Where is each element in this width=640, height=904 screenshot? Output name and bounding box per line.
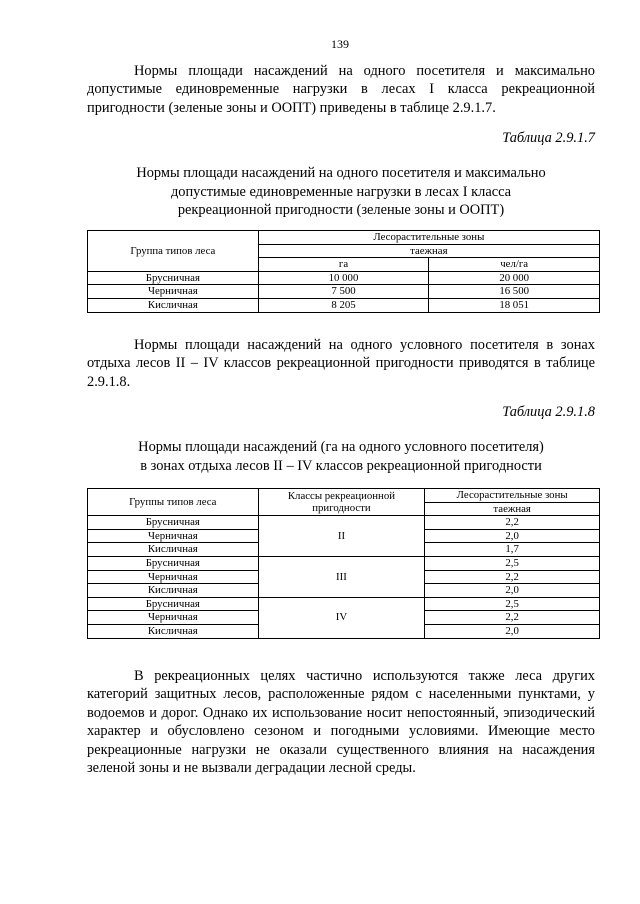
- table-row: [88, 271, 600, 285]
- table1-cell-value: 20 000: [429, 271, 600, 285]
- table2-title: [87, 438, 595, 475]
- table1-header-unit-ha: га: [258, 258, 429, 272]
- table1-header-zones: Лесорастительные зоны: [258, 231, 599, 245]
- table2-cell-type: Кисличная: [88, 584, 259, 598]
- table2-cell-type: Кисличная: [88, 624, 259, 638]
- table-row: [88, 285, 600, 299]
- table-row: [88, 298, 600, 312]
- table2-cell-class: III: [258, 556, 425, 597]
- table2-header-groups: Группы типов леса: [88, 489, 259, 516]
- table2-cell-value: 2,0: [425, 584, 600, 598]
- table1-header-group: Группа типов леса: [88, 231, 259, 272]
- table1-title-line: допустимые единовременные нагрузки в лесах I класса: [170, 183, 512, 200]
- table1-cell-value: 8 205: [258, 298, 429, 312]
- table1-header-unit-per-ha: чел/га: [429, 258, 600, 272]
- table1-header-row: [88, 231, 600, 245]
- table1-cell-type: Кисличная: [88, 298, 259, 312]
- table-row: [88, 556, 600, 570]
- table1: [87, 230, 600, 313]
- paragraph-recreation: В рекреационных целях частично используются также леса других категорий защитных лесов, расположенные рядом с населенными пунктами, у водоемов и дорог. Однако их использование носит непостоянный, эпизодический характер и обусловлено сезоном и погодными условиями. Имеющие место рекреационные нагрузки не оказали существенного влияния на насаждения зеленой зоны и не вызвали деградации лесной среды.: [87, 668, 595, 777]
- table2-header-classes: Классы рекреационной пригодности: [258, 489, 425, 516]
- table2-header-row: [88, 489, 600, 503]
- table1-caption: Таблица 2.9.1.7: [502, 130, 595, 146]
- table1-cell-value: 7 500: [258, 285, 429, 299]
- paragraph-intro-table2: Нормы площади насаждений на одного условного посетителя в зонах отдыха лесов II – IV классов рекреационной пригодности приводятся в таблице 2.9.1.8.: [87, 337, 595, 390]
- table1-cell-value: 16 500: [429, 285, 600, 299]
- table1-title-line: рекреационной пригодности (зеленые зоны и ООПТ): [177, 202, 505, 219]
- table2-cell-type: Черничная: [88, 570, 259, 584]
- table2-header-zone: таежная: [425, 502, 600, 516]
- table1-cell-value: 18 051: [429, 298, 600, 312]
- table2-cell-class: IV: [258, 597, 425, 638]
- table2-cell-type: Брусничная: [88, 516, 259, 530]
- table1-cell-type: Черничная: [88, 285, 259, 299]
- table2-cell-value: 2,2: [425, 570, 600, 584]
- table-row: [88, 516, 600, 530]
- table2-cell-type: Брусничная: [88, 597, 259, 611]
- table1-header-zone: таежная: [258, 244, 599, 258]
- table2-cell-type: Брусничная: [88, 556, 259, 570]
- table2-cell-type: Кисличная: [88, 543, 259, 557]
- table2-cell-value: 2,2: [425, 611, 600, 625]
- table2-caption: Таблица 2.9.1.8: [502, 404, 595, 420]
- table2-cell-type: Черничная: [88, 529, 259, 543]
- table1-title: [87, 164, 595, 220]
- page-number: 139: [331, 37, 349, 51]
- table2-cell-value: 2,5: [425, 556, 600, 570]
- table2-header-zones: Лесорастительные зоны: [425, 489, 600, 503]
- table1-cell-type: Брусничная: [88, 271, 259, 285]
- table2-cell-value: 2,5: [425, 597, 600, 611]
- table2-cell-value: 2,2: [425, 516, 600, 530]
- table2-title-line: Нормы площади насаждений (га на одного условного посетителя): [138, 439, 544, 455]
- table2-cell-value: 2,0: [425, 624, 600, 638]
- table1-cell-value: 10 000: [258, 271, 429, 285]
- table2-cell-type: Черничная: [88, 611, 259, 625]
- paragraph-intro-table1: Нормы площади насаждений на одного посетителя и максимально допустимые единовременные нагрузки в лесах I класса рекреационной пригодности (зеленые зоны и ООПТ) приведены в таблице 2.9.1.7.: [87, 63, 595, 116]
- table1-title-line: Нормы площади насаждений на одного посетителя и максимально: [136, 165, 546, 181]
- table2: [87, 488, 600, 639]
- table-row: [88, 597, 600, 611]
- table2-cell-value: 2,0: [425, 529, 600, 543]
- table2-cell-value: 1,7: [425, 543, 600, 557]
- table2-cell-class: II: [258, 516, 425, 557]
- table2-title-line: в зонах отдыха лесов II – IV классов рекреационной пригодности: [140, 457, 542, 474]
